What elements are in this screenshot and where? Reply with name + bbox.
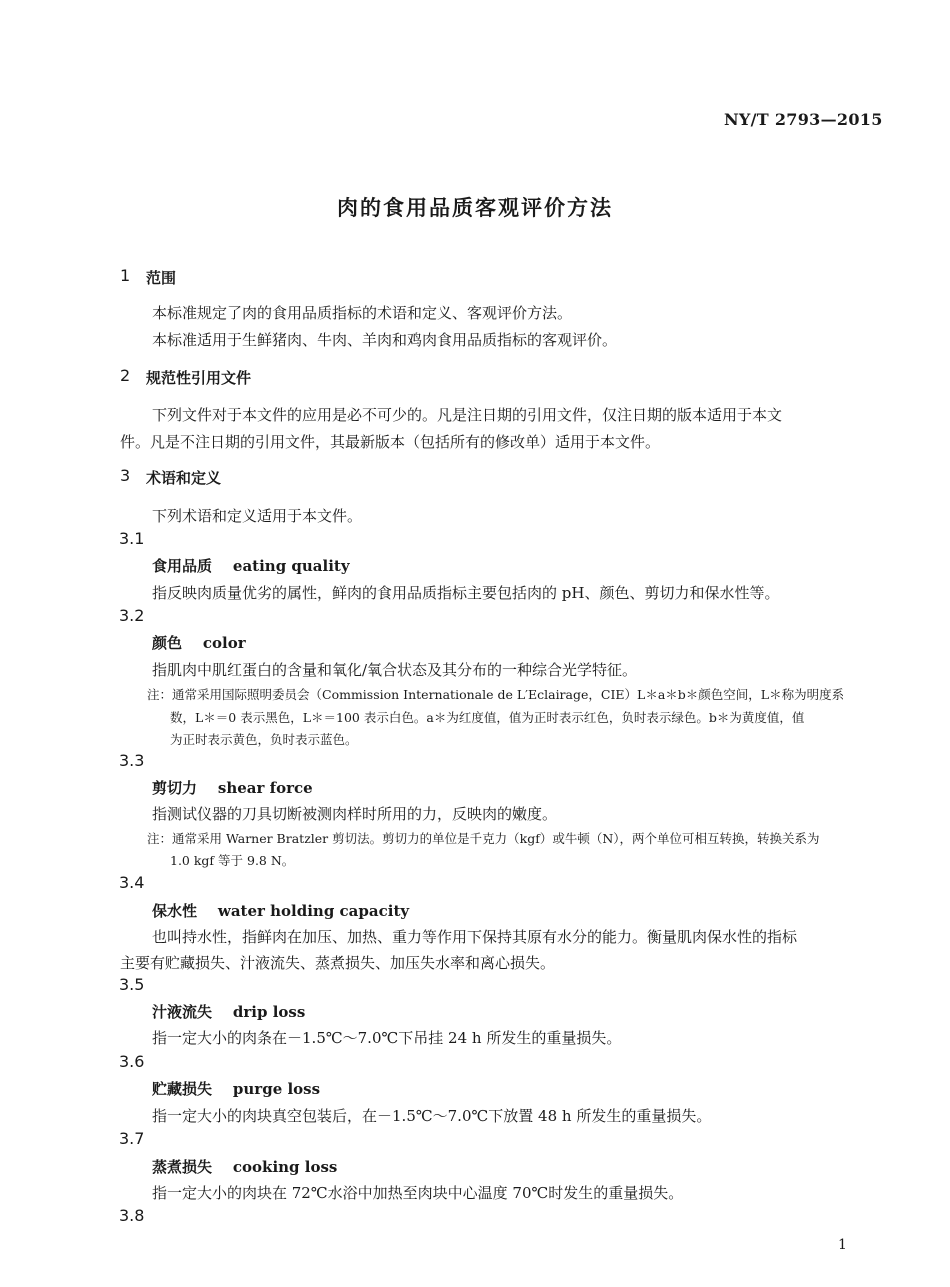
term-3-2-note: 注：通常采用国际照明委员会（Commission Internationale de L′Eclairage，CIE）L＊a＊b＊颜色空间，L＊称为明度系 — [147, 687, 845, 702]
term-3-4-number: 3.4 — [119, 873, 145, 892]
term-3-7-heading — [152, 1156, 337, 1177]
term-3-8-number: 3.8 — [119, 1206, 145, 1225]
term-3-3-heading — [152, 777, 313, 798]
term-zh: 食用品质 — [152, 557, 213, 575]
section-2-number: 2 — [120, 366, 131, 385]
section-2-paragraph: 下列文件对于本文件的应用是必不可少的。凡是注日期的引用文件，仅注日期的版本适用于本文 — [152, 406, 783, 424]
term-en: drip loss — [232, 1003, 306, 1021]
term-en: purge loss — [232, 1080, 321, 1098]
term-3-4-heading — [152, 900, 409, 921]
term-3-1-number: 3.1 — [119, 529, 145, 548]
term-3-7-number: 3.7 — [119, 1129, 145, 1148]
term-3-2-note: 数，L＊＝0 表示黑色，L＊＝100 表示白色。a＊为红度值，值为正时表示红色，负时表示绿色。b＊为黄度值，值 — [170, 710, 805, 725]
section-3-title: 术语和定义 — [146, 469, 222, 487]
term-3-2-number: 3.2 — [119, 606, 145, 625]
term-3-2-heading — [152, 632, 246, 653]
term-3-2-note: 为正时表示黄色，负时表示蓝色。 — [170, 732, 358, 747]
term-3-5-definition: 指一定大小的肉条在－1.5℃～7.0℃下吊挂 24 h 所发生的重量损失。 — [152, 1029, 622, 1047]
term-3-3-note: 1.0 kgf 等于 9.8 N。 — [170, 853, 295, 868]
term-zh: 贮藏损失 — [152, 1080, 213, 1098]
term-en: eating quality — [232, 557, 350, 575]
term-zh: 剪切力 — [152, 779, 198, 797]
term-3-3-number: 3.3 — [119, 751, 145, 770]
term-3-6-definition: 指一定大小的肉块真空包装后，在－1.5℃～7.0℃下放置 48 h 所发生的重量损失。 — [152, 1107, 712, 1125]
section-1-title: 范围 — [146, 269, 177, 287]
term-3-6-number: 3.6 — [119, 1052, 145, 1071]
term-3-5-heading — [152, 1001, 305, 1022]
section-3-number: 3 — [120, 466, 131, 485]
section-1-paragraph: 本标准规定了肉的食用品质指标的术语和定义、客观评价方法。 — [152, 304, 573, 322]
term-zh: 汁液流失 — [152, 1003, 213, 1021]
term-3-3-note: 注：通常采用 Warner Bratzler 剪切法。剪切力的单位是千克力（kgf）或牛顿（N），两个单位可相互转换，转换关系为 — [147, 831, 820, 846]
term-3-4-definition: 主要有贮藏损失、汁液流失、蒸煮损失、加压失水率和离心损失。 — [120, 954, 556, 972]
term-3-5-number: 3.5 — [119, 975, 145, 994]
term-3-7-definition: 指一定大小的肉块在 72℃水浴中加热至肉块中心温度 70℃时发生的重量损失。 — [152, 1184, 684, 1202]
section-1-number: 1 — [120, 266, 131, 285]
term-zh: 保水性 — [152, 902, 198, 920]
term-zh: 颜色 — [152, 634, 183, 652]
section-3-intro: 下列术语和定义适用于本文件。 — [152, 507, 363, 525]
term-3-4-definition: 也叫持水性，指鲜肉在加压、加热、重力等作用下保持其原有水分的能力。衡量肌肉保水性的指标 — [152, 928, 798, 946]
section-1-paragraph: 本标准适用于生鲜猪肉、牛肉、羊肉和鸡肉食用品质指标的客观评价。 — [152, 331, 618, 349]
term-en: shear force — [217, 779, 313, 797]
section-2-paragraph: 件。凡是不注日期的引用文件，其最新版本（包括所有的修改单）适用于本文件。 — [120, 433, 661, 451]
document-number: NY/T 2793—2015 — [724, 110, 883, 129]
term-en: cooking loss — [232, 1158, 338, 1176]
term-3-1-definition: 指反映肉质量优劣的属性，鲜肉的食用品质指标主要包括肉的 pH、颜色、剪切力和保水性等。 — [152, 584, 780, 602]
term-3-6-heading — [152, 1078, 320, 1099]
term-3-3-definition: 指测试仪器的刀具切断被测肉样时所用的力，反映肉的嫩度。 — [152, 805, 558, 823]
page-number: 1 — [838, 1237, 847, 1253]
term-3-1-heading — [152, 555, 350, 576]
page-title: 肉的食用品质客观评价方法 — [337, 196, 613, 220]
term-3-2-definition: 指肌肉中肌红蛋白的含量和氧化/氧合状态及其分布的一种综合光学特征。 — [152, 661, 638, 679]
term-zh: 蒸煮损失 — [152, 1158, 213, 1176]
section-2-title: 规范性引用文件 — [146, 369, 252, 387]
term-en: color — [202, 634, 246, 652]
term-en: water holding capacity — [217, 902, 410, 920]
